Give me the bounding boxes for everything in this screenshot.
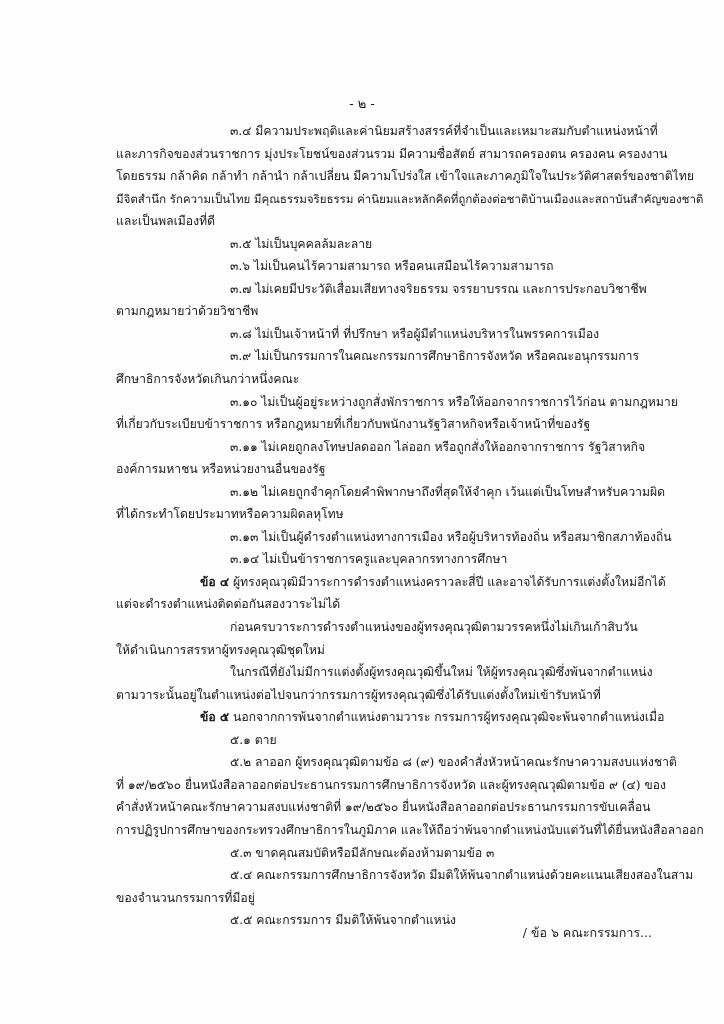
text-line: [116, 616, 668, 639]
line-text: ๓.๑๓ ไม่เป็นผู้ดำรงตำแหน่งทางการเมือง หรือผู้บริหารท้องถิ่น หรือสมาชิกสภาท้องถิ่น: [230, 529, 672, 544]
text-line: [116, 278, 668, 301]
line-text: ๓.๕ ไม่เป็นบุคคลล้มละลาย: [230, 236, 373, 251]
document-body: [116, 120, 704, 932]
text-line: [116, 323, 668, 346]
text-line: [116, 255, 668, 278]
text-line: [116, 729, 668, 752]
line-text: การปฏิรูปการศึกษาของกระทรวงศึกษาธิการในภูมิภาค และให้ถือว่าพ้นจากตำแหน่งนับแต่วันที่ได้ยื่นหนังสือลาออก: [116, 822, 704, 837]
line-text: ผู้ทรงคุณวุฒิมีวาระการดำรงตำแหน่งคราวละสี่ปี และอาจได้รับการแต่งตั้งใหม่อีกได้: [229, 574, 666, 589]
text-line: [116, 120, 668, 143]
line-text: ๓.๙ ไม่เป็นกรรมการในคณะกรรมการศึกษาธิการจังหวัด หรือคณะอนุกรรมการ: [230, 349, 640, 364]
clause-number: ข้อ ๔: [200, 574, 230, 589]
line-text: คำสั่งหัวหน้าคณะรักษาความสงบแห่งชาติที่ ๑๙/๒๕๖๐ ยื่นหนังสือลาออกต่อประธานกรรมการขับเคลื่อน: [116, 800, 651, 815]
line-text: ก่อนครบวาระการดำรงตำแหน่งของผู้ทรงคุณวุฒิตามวรรคหนึ่งไม่เกินเก้าสิบวัน: [230, 620, 638, 635]
line-text: ในกรณีที่ยังไม่มีการแต่งตั้งผู้ทรงคุณวุฒิขึ้นใหม่ ให้ผู้ทรงคุณวุฒิซึ่งพ้นจากตำแหน่ง: [230, 665, 653, 680]
line-text: ๕.๕ คณะกรรมการ มีมติให้พ้นจากตำแหน่ง: [230, 913, 456, 928]
text-line: [116, 391, 678, 414]
line-text: และภารกิจของส่วนราชการ มุ่งประโยชน์ของส่วนรวม มีความซื่อสัตย์ สามารถครองตน ครองคน ครองงาน: [116, 146, 668, 161]
line-text: ๕.๒ ลาออก ผู้ทรงคุณวุฒิตามข้อ ๘ (๙) ของคำสั่งหัวหน้าคณะรักษาความสงบแห่งชาติ: [230, 755, 677, 770]
line-text: มีจิตสำนึก รักความเป็นไทย มีคุณธรรมจริยธรรม ค่านิยมและหลักคิดที่ถูกต้องต่อชาติบ้านเมืองและสถาบันสำคัญของชาติ: [116, 191, 704, 206]
line-text: องค์การมหาชน หรือหน่วยงานอื่นของรัฐ: [116, 462, 326, 477]
text-line: [116, 503, 668, 526]
line-text: ๓.๑๐ ไม่เป็นผู้อยู่ระหว่างถูกสั่งพักราชการ หรือให้ออกจากราชการไว้ก่อน ตามกฎหมาย: [230, 394, 678, 409]
text-line: [116, 188, 704, 211]
text-line: [116, 639, 668, 662]
text-line: [116, 143, 668, 166]
text-line: [116, 210, 668, 233]
line-text: ศึกษาธิการจังหวัดเกินกว่าหนึ่งคณะ: [116, 372, 300, 387]
line-text: ๓.๘ ไม่เป็นเจ้าหน้าที่ ที่ปรึกษา หรือผู้มีตำแหน่งบริหารในพรรคการเมือง: [230, 326, 600, 341]
line-text: ๓.๔ มีความประพฤติและค่านิยมสร้างสรรค์ที่จำเป็นและเหมาะสมกับตำแหน่งหน้าที่: [230, 124, 658, 138]
text-line: [116, 165, 694, 188]
text-line: [116, 481, 668, 504]
text-line: [116, 842, 668, 865]
text-line: [116, 436, 668, 459]
clause-number: ข้อ ๕: [200, 710, 230, 725]
text-line: [116, 345, 668, 368]
text-line: [116, 684, 668, 707]
line-text: และเป็นพลเมืองที่ดี: [116, 214, 216, 229]
line-text: ๓.๑๒ ไม่เคยถูกจำคุกโดยคำพิพากษาถึงที่สุดให้จำคุก เว้นแต่เป็นโทษสำหรับความผิด: [230, 484, 666, 499]
line-text: ๕.๔ คณะกรรมการศึกษาธิการจังหวัด มีมติให้พ้นจากตำแหน่งด้วยคะแนนเสียงสองในสาม: [230, 868, 694, 883]
text-line: [116, 300, 668, 323]
text-line: [116, 233, 668, 256]
line-text: ที่ได้กระทำโดยประมาทหรือความผิดลหุโทษ: [116, 507, 344, 522]
text-line: [116, 796, 668, 819]
text-line: [116, 751, 677, 774]
line-text: ตามวาระนั้นอยู่ในตำแหน่งต่อไปจนกว่ากรรมการผู้ทรงคุณวุฒิซึ่งได้รับแต่งตั้งใหม่เข้ารับหน้าที่: [116, 687, 601, 702]
line-text: ที่ ๑๙/๒๕๖๐ ยื่นหนังสือลาออกต่อประธานกรรมการศึกษาธิการจังหวัด และผู้ทรงคุณวุฒิตามข้อ ๙ (๔) ของ: [116, 777, 666, 792]
text-line: [116, 887, 668, 910]
page-number: - ๒ -: [349, 97, 375, 112]
text-line: [116, 706, 668, 729]
line-text: ๓.๖ ไม่เป็นคนไร้ความสามารถ หรือคนเสมือนไร้ความสามารถ: [230, 259, 554, 274]
text-line: [116, 774, 668, 797]
text-line: [116, 526, 672, 549]
text-line: [116, 661, 668, 684]
line-text: ๕.๑ ตาย: [230, 732, 277, 747]
text-line: [116, 368, 668, 391]
text-line: [116, 864, 694, 887]
line-text: ๕.๓ ขาดคุณสมบัติหรือมีลักษณะต้องห้ามตามข้อ ๓: [230, 845, 495, 860]
line-text: ๓.๗ ไม่เคยมีประวัติเสื่อมเสียทางจริยธรรม จรรยาบรรณ และการประกอบวิชาชีพ: [230, 281, 647, 296]
line-text: โดยธรรม กล้าคิด กล้าทำ กล้านำ กล้าเปลี่ยน มีความโปร่งใส เข้าใจและภาคภูมิใจในประวัติศาสตร์ของชาติไทย: [116, 169, 694, 184]
line-text: แต่จะดำรงตำแหน่งติดต่อกันสองวาระไม่ได้: [116, 597, 341, 612]
text-line: [116, 571, 668, 594]
line-text: ที่เกี่ยวกับระเบียบข้าราชการ หรือกฎหมายที่เกี่ยวกับพนักงานรัฐวิสาหกิจหรือเจ้าหน้าที่ของรัฐ: [116, 417, 591, 432]
line-text: ๓.๑๔ ไม่เป็นข้าราชการครูและบุคลากรทางการศึกษา: [230, 552, 508, 567]
line-text: ให้ดำเนินการสรรหาผู้ทรงคุณวุฒิชุดใหม่: [116, 642, 325, 657]
text-line: [116, 819, 704, 842]
line-text: ตามกฎหมายว่าด้วยวิชาชีพ: [116, 304, 259, 319]
line-text: ของจำนวนกรรมการที่มีอยู่: [116, 890, 255, 905]
continuation-note: / ข้อ ๖ คณะกรรมการ...: [522, 925, 652, 940]
text-line: [116, 458, 668, 481]
text-line: [116, 548, 668, 571]
text-line: [116, 413, 668, 436]
line-text: นอกจากการพ้นจากตำแหน่งตามวาระ กรรมการผู้ทรงคุณวุฒิจะพ้นจากตำแหน่งเมื่อ: [229, 710, 665, 725]
line-text: ๓.๑๑ ไม่เคยถูกลงโทษปลดออก ไล่ออก หรือถูกสั่งให้ออกจากราชการ รัฐวิสาหกิจ: [230, 439, 646, 454]
text-line: [116, 593, 668, 616]
